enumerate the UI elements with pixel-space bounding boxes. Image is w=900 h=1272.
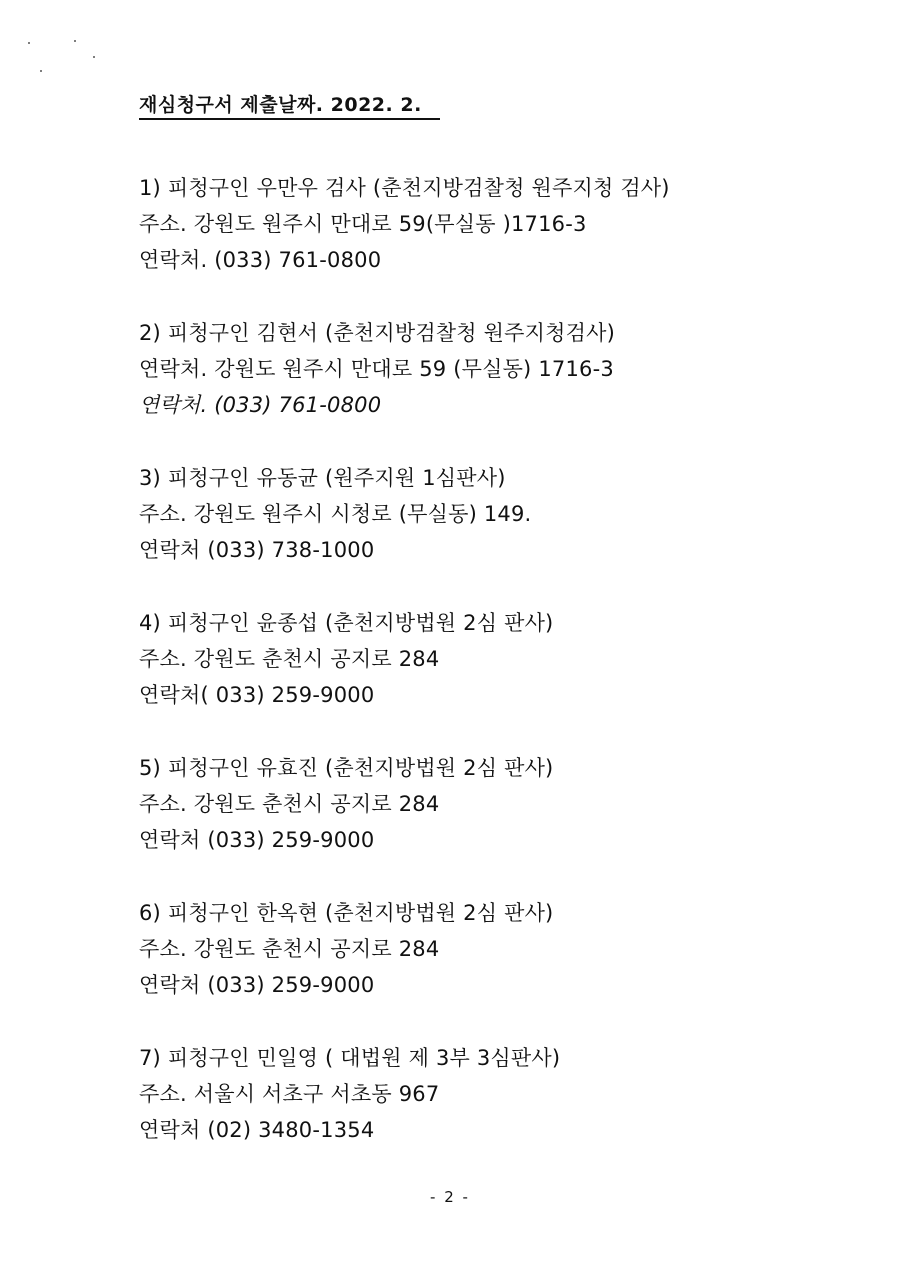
respondent-address: 주소. 강원도 춘천시 공지로 284 — [139, 647, 440, 671]
respondent-contact: 연락처( 033) 259-9000 — [139, 683, 375, 707]
respondent-title: 4) 피청구인 윤종섭 (춘천지방법원 2심 판사) — [139, 611, 554, 635]
respondent-contact: 연락처 (033) 738-1000 — [139, 538, 375, 562]
respondent-contact: 연락처 (033) 259-9000 — [139, 973, 375, 997]
respondent-entry-4 — [139, 605, 839, 750]
respondent-title: 3) 피청구인 유동균 (원주지원 1심판사) — [139, 466, 506, 490]
scan-speck — [40, 70, 42, 72]
respondent-contact: 연락처. (033) 761-0800 — [139, 248, 382, 272]
respondent-entry-5 — [139, 750, 839, 895]
respondent-title: 6) 피청구인 한옥현 (춘천지방법원 2심 판사) — [139, 901, 554, 925]
scan-speck — [74, 40, 76, 42]
respondent-address: 연락처. 강원도 원주시 만대로 59 (무실동) 1716-3 — [139, 357, 614, 381]
respondent-list — [139, 170, 839, 1185]
page-number: - 2 - — [430, 1188, 470, 1206]
respondent-address: 주소. 강원도 원주시 만대로 59(무실동 )1716-3 — [139, 212, 587, 236]
respondent-address: 주소. 강원도 원주시 시청로 (무실동) 149. — [139, 502, 532, 526]
respondent-title: 2) 피청구인 김현서 (춘천지방검찰청 원주지청검사) — [139, 321, 615, 345]
respondent-contact: 연락처 (033) 259-9000 — [139, 828, 375, 852]
respondent-title: 5) 피청구인 유효진 (춘천지방법원 2심 판사) — [139, 756, 554, 780]
document-heading: 재심청구서 제출날짜. 2022. 2. — [139, 90, 440, 120]
respondent-entry-3 — [139, 460, 839, 605]
respondent-address: 주소. 서울시 서초구 서초동 967 — [139, 1082, 440, 1106]
scan-speck — [93, 56, 95, 58]
scan-speck — [28, 42, 30, 44]
respondent-title: 1) 피청구인 우만우 검사 (춘천지방검찰청 원주지청 검사) — [139, 176, 670, 200]
respondent-address: 주소. 강원도 춘천시 공지로 284 — [139, 937, 440, 961]
respondent-contact: 연락처 (02) 3480-1354 — [139, 1118, 375, 1142]
respondent-contact: 연락처. (033) 761-0800 — [139, 393, 382, 417]
respondent-entry-2 — [139, 315, 839, 460]
respondent-entry-6 — [139, 895, 839, 1040]
respondent-title: 7) 피청구인 민일영 ( 대법원 제 3부 3심판사) — [139, 1046, 561, 1070]
respondent-entry-1 — [139, 170, 839, 315]
respondent-address: 주소. 강원도 춘천시 공지로 284 — [139, 792, 440, 816]
respondent-entry-7 — [139, 1040, 839, 1185]
